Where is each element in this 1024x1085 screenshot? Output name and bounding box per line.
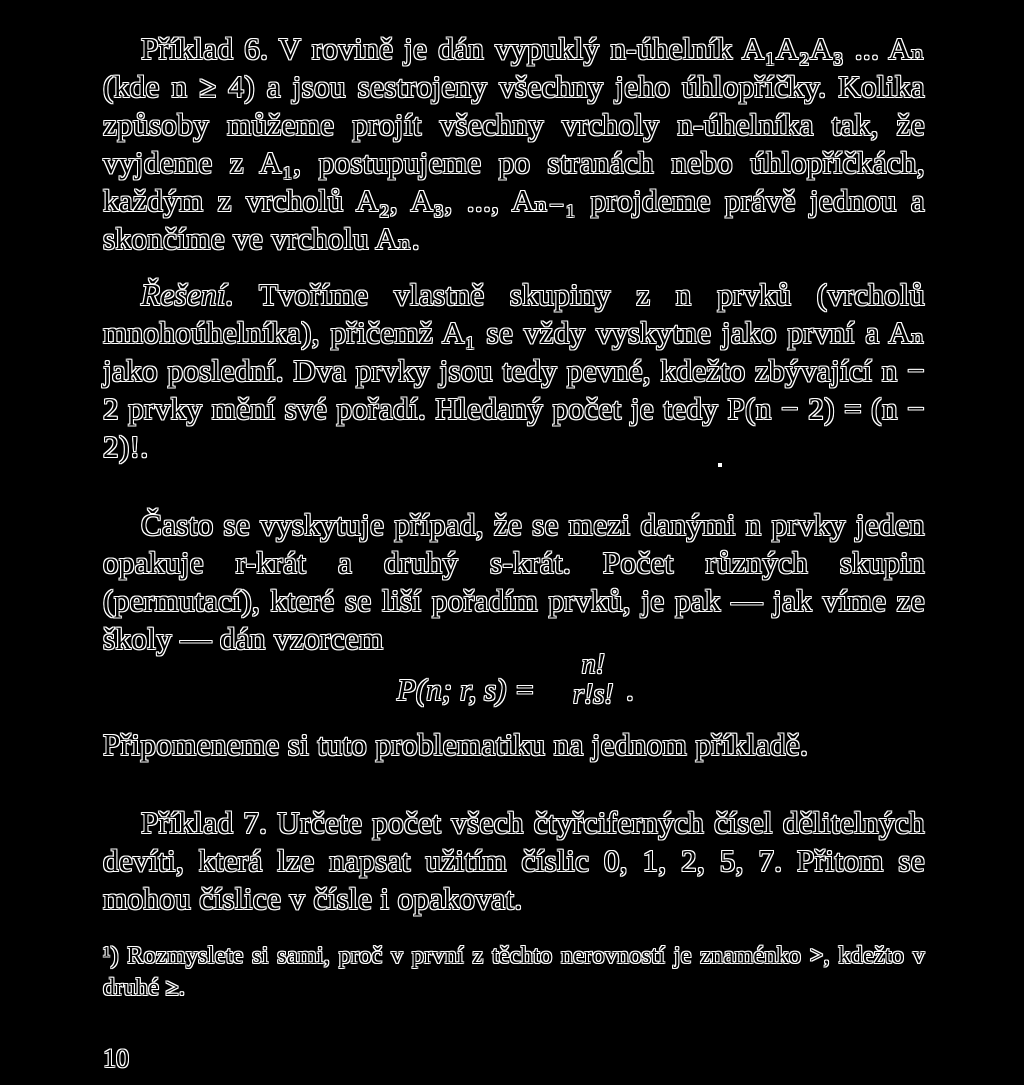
example-6-paragraph: Příklad 6. V rovině je dán vypuklý n-úhelník A₁A₂A₃ ... Aₙ (kde n ≥ 4) a jsou sestrojeny všechny jeho úhlopříčky. Kolika způsoby můžeme projít všechny vrcholy n-úhelníka tak, že vyjdeme z A₁, postupujeme po stranách nebo úhlopříčkách, každým z vrcholů A₂, A₃, ..., Aₙ₋₁ projdeme právě jednou a skončíme ve vrcholu Aₙ. bbox=[103, 31, 925, 256]
footnote: ¹) Rozmyslete si sami, proč v první z těchto nerovností je znaménko >, kdežto v druhé ≥. bbox=[103, 943, 925, 1001]
solution-text: Tvoříme vlastně skupiny z n prvků (vrcholů mnohoúhelníka), přičemž A₁ se vždy vyskytne jako první a Aₙ jako poslední. Dva prvky jsou tedy pevné, kdežto zbývající n − 2 prvky mění své pořadí. Hledaný počet je tedy P(n − 2) = (n − 2)!. bbox=[103, 277, 925, 464]
solution-paragraph bbox=[103, 276, 925, 466]
document-page bbox=[103, 30, 925, 1074]
formula-denominator: r!s! bbox=[573, 679, 614, 710]
formula-numerator: n! bbox=[581, 649, 605, 680]
example-7-paragraph: Příklad 7. Určete počet všech čtyřciferných čísel dělitelných devíti, která lze napsat užitím číslic 0, 1, 2, 5, 7. Přitom se mohou číslice v čísle i opakovat. bbox=[103, 805, 925, 916]
permutation-formula bbox=[103, 649, 925, 722]
page-number: 10 bbox=[103, 1044, 129, 1073]
formula-period: . bbox=[626, 672, 634, 707]
scan-speck bbox=[718, 463, 722, 467]
formula-fraction bbox=[573, 650, 613, 710]
permutations-paragraph: Často se vyskytuje případ, že se mezi danými n prvky jeden opakuje r-krát a druhý s-krát. Počet různých skupin (permutací), které se liší pořadím prvků, je pak — jak víme ze školy — dán vzorcem bbox=[103, 507, 925, 656]
formula-lhs: P(n; r, s) = bbox=[397, 672, 536, 707]
solution-label: Řešení. bbox=[141, 277, 235, 312]
reminder-paragraph: Připomeneme si tuto problematiku na jednom příkladě. bbox=[103, 727, 809, 762]
